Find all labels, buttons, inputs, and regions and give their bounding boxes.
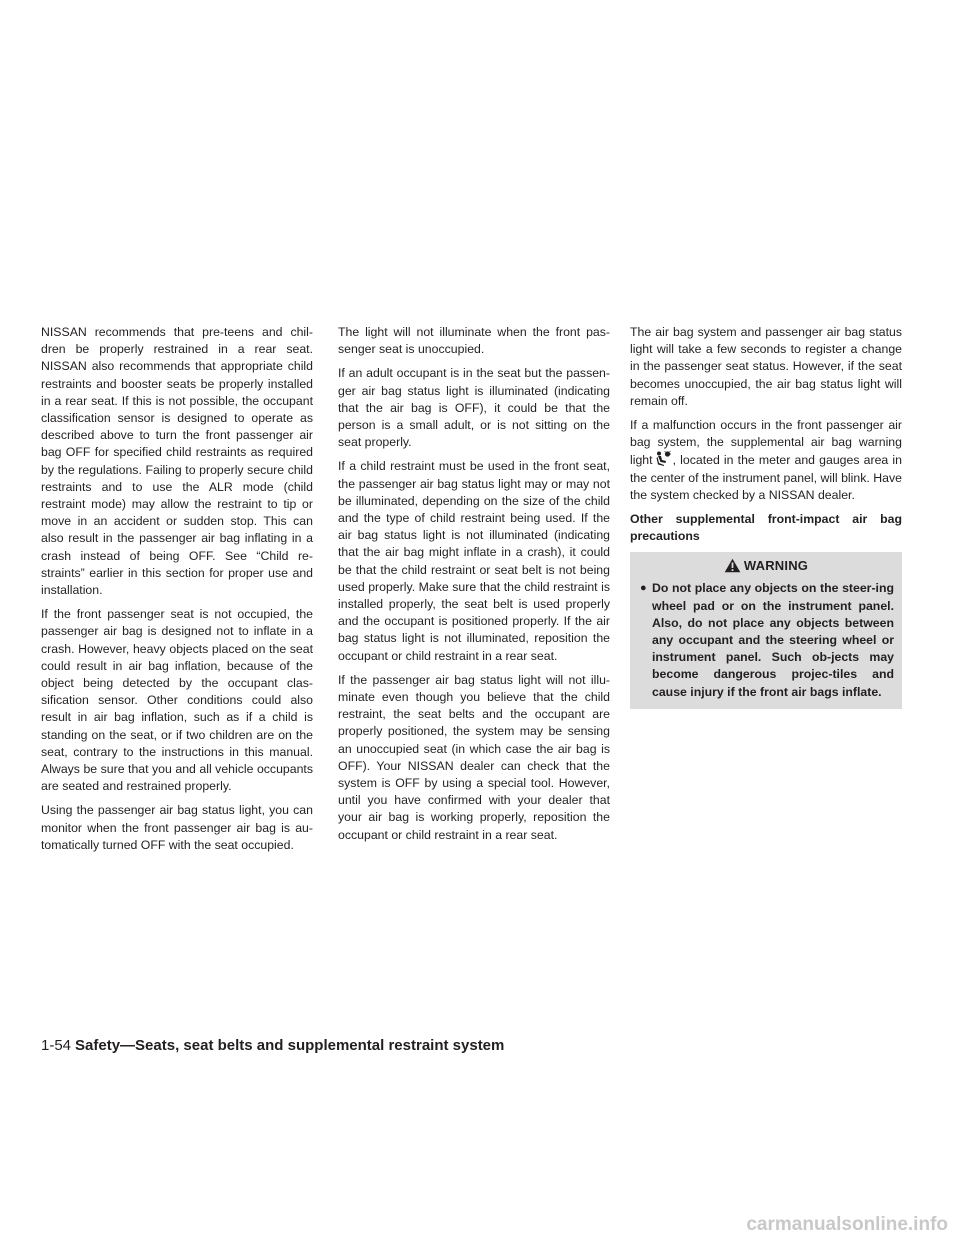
warning-title — [630, 552, 902, 578]
paragraph: If an adult occupant is in the seat but the passen-ger air bag status light is illuminated (indicating that the air bag is OFF), it could be that the person is a small adult, or is not sitting on the seat properly. — [338, 366, 610, 450]
warning-text: Do not place any objects on the steer-ing wheel pad or on the instrument panel. Also, do not place any objects between any occupant and the steering wheel or instrument panel. Such ob-jects may become dangerous projec-tiles and cause injury if the front air bags inflate. — [652, 581, 894, 699]
warning-list-item — [630, 578, 902, 700]
page-footer — [41, 1037, 504, 1054]
paragraph-text-before-icon: If a malfunction occurs in the front passenger air bag system, the supplemental air bag warning light — [630, 418, 902, 468]
paragraph: The air bag system and passenger air bag status light will take a few seconds to register a change in the passenger seat status. However, if the seat becomes unoccupied, the air bag status light will remain off. — [630, 325, 902, 408]
paragraph: Using the passenger air bag status light, you can monitor when the front passenger air bag is au-tomatically turned OFF with the seat occupied. — [41, 803, 313, 852]
text-column-2 — [338, 324, 610, 851]
paragraph: The light will not illuminate when the front pas-senger seat is unoccupied. — [338, 325, 610, 357]
warning-label: WARNING — [743, 557, 809, 573]
page-number: 1-54 — [41, 1037, 72, 1054]
text-column-1 — [41, 324, 313, 861]
subheading: Other supplemental front-impact air bag precautions — [630, 512, 902, 544]
warning-triangle-icon — [724, 558, 741, 573]
paragraph-text-after-icon: , located in the meter and gauges area in the center of the instrument panel, will blink. Have the system checked by a NISSAN dealer. — [630, 453, 902, 502]
text-column-3 — [630, 324, 902, 709]
bullet-icon: ● — [640, 582, 647, 595]
paragraph: If a child restraint must be used in the front seat, the passenger air bag status light may or may not be illuminated, depending on the size of the child and the type of child restraint being used. If the air bag status light is not illuminated (indicating that the air bag might inflate in a crash), it could be that the child restraint or seat belt is not being used properly. Make sure that the child restraint is installed properly, the seat belt is used properly and the occupant is positioned properly. If the air bag status light is not illuminated, reposition the occupant or child restraint in a rear seat. — [338, 459, 610, 663]
watermark: carmanualsonline.info — [746, 1214, 948, 1235]
section-title: Safety—Seats, seat belts and supplemental restraint system — [75, 1037, 505, 1054]
paragraph-malfunction — [630, 417, 902, 504]
airbag-warning-light-icon — [655, 451, 671, 466]
paragraph: If the front passenger seat is not occupied, the passenger air bag is designed not to inflate in a crash. However, heavy objects placed on the seat could result in air bag inflation, because of the object being detected by the occupant clas-sification sensor. Other conditions could also result in air bag inflation, such as if a child is standing on the seat, or if two children are on the seat, contrary to the instructions in this manual. Always be sure that you and all vehicle occupants are seated and restrained properly. — [41, 607, 313, 794]
paragraph: NISSAN recommends that pre-teens and chil-dren be properly restrained in a rear seat. NISSAN also recommends that appropriate child restraints and booster seats be properly installed in a rear seat. If this is not possible, the occupant classification sensor is designed to operate as described above to turn the front passenger air bag OFF for specified child restraints as required by the regulations. Failing to properly secure child restraints and to use the ALR mode (child restraint mode) may allow the restraint to tip or move in an accident or sudden stop. This can also result in the passenger air bag inflating in a crash instead of being OFF. See “Child re-straints” earlier in this section for proper use and installation. — [41, 325, 313, 598]
paragraph: If the passenger air bag status light will not illu-minate even though you believe that the child restraint, the seat belts and the occupant are properly positioned, the system may be sensing an unoccupied seat (in which case the air bag is OFF). Your NISSAN dealer can check that the system is OFF by using a special tool. However, until you have confirmed with your dealer that your air bag is working properly, reposition the occupant or child restraint in a rear seat. — [338, 672, 610, 842]
warning-box — [630, 552, 902, 708]
